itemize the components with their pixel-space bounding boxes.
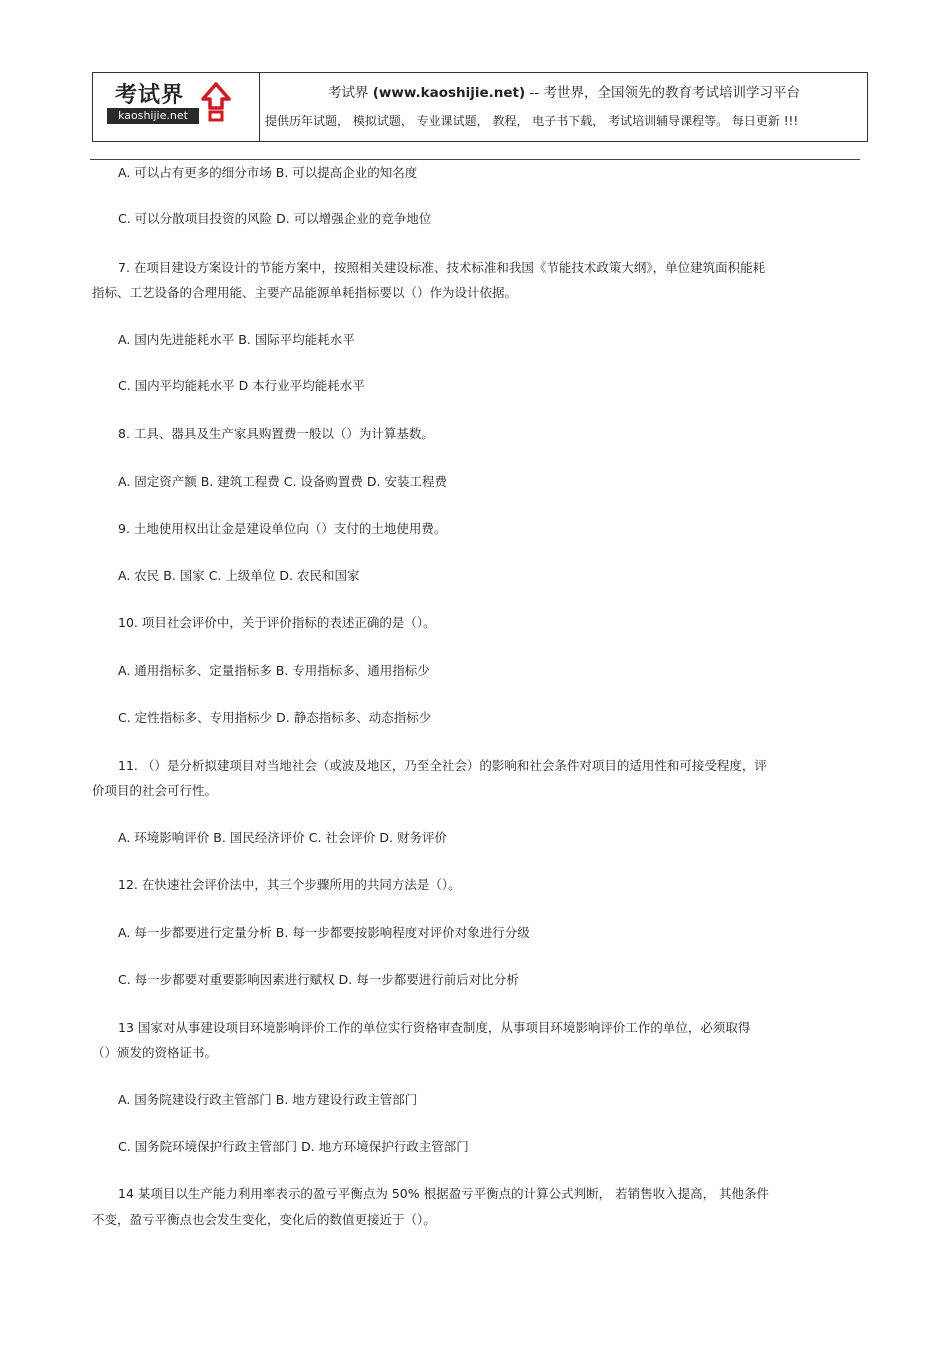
question-14: 14 某项目以生产能力利用率表示的盈亏平衡点为 50% 根据盈亏平衡点的计算公式判断， 若销售收入提高， 其他条件: [118, 1186, 770, 1201]
question-7-cont: 指标、工艺设备的合理用能、主要产品能源单耗指标要以（）作为设计依据。: [92, 285, 518, 300]
question-11: 11. （）是分析拟建项目对当地社会（或波及地区，乃至全社会）的影响和社会条件对项目的适用性和可接受程度，评: [118, 758, 767, 773]
tagline-suffix: -- 考世界，全国领先的教育考试培训学习平台: [525, 85, 801, 101]
option-line: A. 每一步都要进行定量分析 B. 每一步都要按影响程度对评价对象进行分级: [118, 925, 530, 940]
question-12: 12. 在快速社会评价法中，其三个步骤所用的共同方法是（）。: [118, 877, 461, 892]
option-line: C. 国务院环境保护行政主管部门 D. 地方环境保护行政主管部门: [118, 1139, 469, 1154]
option-line: C. 国内平均能耗水平 D 本行业平均能耗水平: [118, 378, 365, 393]
question-13: 13 国家对从事建设项目环境影响评价工作的单位实行资格审查制度，从事项目环境影响评价工作的单位，必须取得: [118, 1020, 751, 1035]
question-9: 9. 土地使用权出让金是建设单位向（）支付的土地使用费。: [118, 521, 447, 536]
option-line: A. 环境影响评价 B. 国民经济评价 C. 社会评价 D. 财务评价: [118, 830, 447, 845]
option-line: A. 固定资产额 B. 建筑工程费 C. 设备购置费 D. 安装工程费: [118, 474, 447, 489]
option-line: A. 可以占有更多的细分市场 B. 可以提高企业的知名度: [118, 165, 418, 180]
option-line: C. 定性指标多、专用指标少 D. 静态指标多、动态指标少: [118, 710, 432, 725]
question-8: 8. 工具、器具及生产家具购置费一般以（）为计算基数。: [118, 426, 434, 441]
site-url-link[interactable]: (www.kaoshijie.net): [372, 85, 526, 101]
header-divider: [90, 159, 860, 160]
logo-cell: [93, 73, 260, 141]
question-10: 10. 项目社会评价中，关于评价指标的表述正确的是（）。: [118, 615, 436, 630]
option-line: C. 每一步都要对重要影响因素进行赋权 D. 每一步都要进行前后对比分析: [118, 972, 519, 987]
question-7: 7. 在项目建设方案设计的节能方案中，按照相关建设标准、技术标准和我国《节能技术政策大纲》，单位建筑面积能耗: [118, 260, 766, 275]
option-line: C. 可以分散项目投资的风险 D. 可以增强企业的竞争地位: [118, 211, 432, 226]
option-line: A. 农民 B. 国家 C. 上级单位 D. 农民和国家: [118, 568, 360, 583]
option-line: A. 国务院建设行政主管部门 B. 地方建设行政主管部门: [118, 1092, 418, 1107]
tagline-prefix: 考试界: [327, 85, 373, 101]
site-logo[interactable]: [107, 78, 231, 130]
option-line: A. 通用指标多、定量指标多 B. 专用指标多、通用指标少: [118, 663, 430, 678]
option-line: A. 国内先进能耗水平 B. 国际平均能耗水平: [118, 332, 355, 347]
header-tagline: [259, 81, 869, 101]
logo-text: 考试界: [115, 82, 185, 108]
header-services: 提供历年试题， 模拟试题， 专业课试题， 教程， 电子书下载， 考试培训辅导课程等。 每日更新 !!!: [265, 114, 799, 128]
question-11-cont: 价项目的社会可行性。: [92, 783, 218, 798]
question-14-cont: 不变，盈亏平衡点也会发生变化，变化后的数值更接近于（）。: [92, 1212, 436, 1227]
logo-subtext: kaoshijie.net: [107, 108, 199, 124]
question-13-cont: （）颁发的资格证书。: [92, 1045, 218, 1060]
site-header-box: [92, 72, 868, 142]
up-arrow-icon: [201, 82, 231, 124]
